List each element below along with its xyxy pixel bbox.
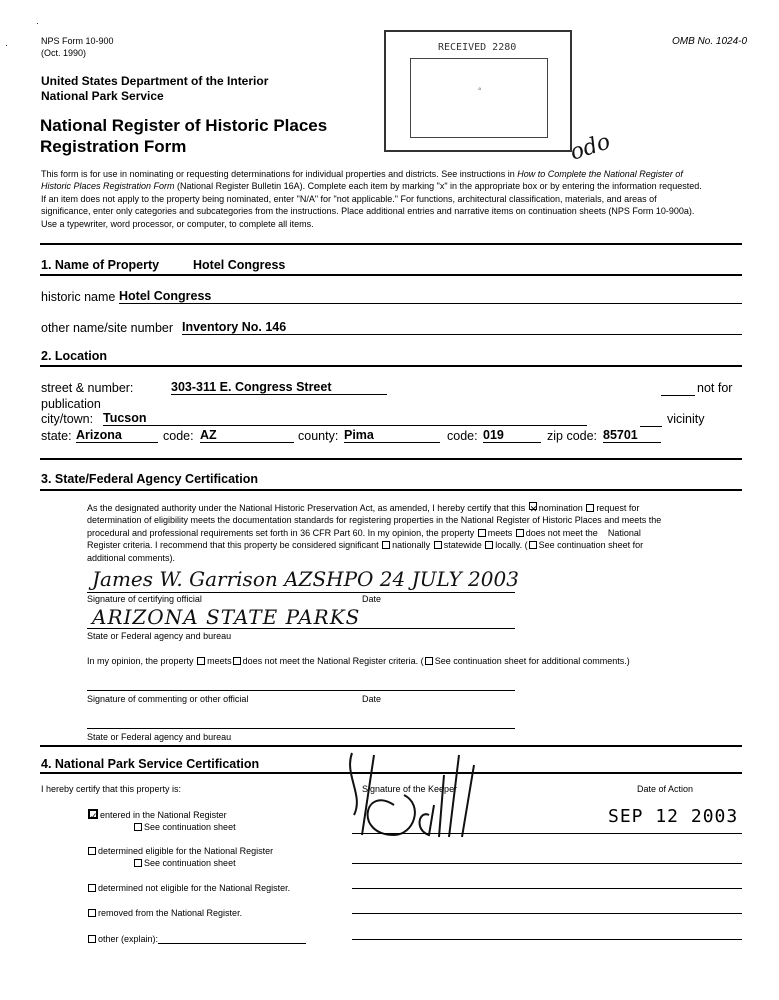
state-code-label: code: bbox=[163, 429, 194, 443]
signature-label: Signature of certifying official bbox=[87, 594, 202, 604]
section4-heading: 4. National Park Service Certification bbox=[41, 757, 260, 771]
keeper-signature-label: Signature of the Keeper bbox=[362, 784, 458, 794]
eligible-row bbox=[87, 846, 273, 856]
not-eligible-checkbox[interactable] bbox=[88, 884, 96, 892]
historic-name-value: Hotel Congress bbox=[119, 289, 212, 303]
agency-handwriting: ARIZONA STATE PARKS bbox=[92, 605, 361, 629]
street-value: 303-311 E. Congress Street bbox=[171, 380, 332, 394]
entered-row bbox=[87, 809, 227, 820]
cert-text: See continuation sheet for bbox=[538, 540, 644, 551]
section-divider bbox=[40, 243, 742, 245]
instructions-text: (National Register Bulletin 16A). Complete each item by marking "x" in the appropriate box or by entering the information requested. bbox=[174, 181, 702, 192]
vicinity-label: vicinity bbox=[667, 412, 705, 426]
cert-text: locally. ( bbox=[495, 540, 528, 551]
section-divider bbox=[40, 274, 742, 276]
date-of-action-label: Date of Action bbox=[637, 784, 694, 794]
stamp-text: RECEIVED 2280 bbox=[438, 42, 517, 53]
stamp-inner-box bbox=[410, 58, 548, 138]
opinion-meets-checkbox[interactable] bbox=[197, 657, 205, 665]
form-date: (Oct. 1990) bbox=[41, 48, 87, 58]
instructions-text: significance, enter only categories and subcategories from the instructions. Place additional entries and narrative items on continuation sheets (NPS Form 10-900a). bbox=[41, 206, 695, 217]
cert-text: determination of eligibility meets the documentation standards for registering properties in the National Register of Historic Places and meets the bbox=[87, 515, 662, 526]
margin-mark: · bbox=[36, 18, 39, 28]
opinion-continuation-checkbox[interactable] bbox=[425, 657, 433, 665]
section1-heading: 1. Name of Property bbox=[41, 258, 160, 272]
cert-text: does not meet the bbox=[525, 527, 598, 538]
other-explain-line[interactable] bbox=[158, 943, 306, 944]
not-for-publication-blank bbox=[661, 395, 695, 396]
instructions-text: If an item does not apply to the property being nominated, enter "N/A" for "not applicable." For functions, architectural classification, materials, and areas of bbox=[41, 193, 657, 204]
does-not-meet-checkbox[interactable] bbox=[516, 529, 524, 537]
state-field bbox=[76, 428, 158, 443]
county-label: county: bbox=[298, 429, 339, 443]
see-continuation-checkbox[interactable] bbox=[529, 541, 537, 549]
form-title-line2: Registration Form bbox=[40, 137, 187, 156]
omb-number: OMB No. 1024-0 bbox=[672, 36, 748, 47]
entered-checkbox[interactable]: ✓ bbox=[90, 811, 98, 821]
not-eligible-label: determined not eligible for the National Register. bbox=[98, 883, 291, 893]
eligible-continuation-checkbox[interactable] bbox=[134, 859, 142, 867]
opinion-text-part: does not meet the National Register criteria. ( bbox=[242, 656, 424, 666]
keeper-signature-scribble bbox=[334, 745, 494, 845]
publication-label: publication bbox=[41, 397, 101, 411]
cert-text: request for bbox=[596, 503, 640, 513]
instructions-italic: How to Complete the National Register of bbox=[517, 169, 683, 179]
county-code-label: code: bbox=[447, 429, 478, 443]
instructions-text: This form is for use in nominating or requesting determinations for individual properties and districts. See instructions in bbox=[41, 169, 518, 179]
removed-checkbox[interactable] bbox=[88, 909, 96, 917]
cert-text: procedural and professional requirements set forth in 36 CFR Part 60. In my opinion, the property bbox=[87, 527, 475, 538]
nomination-checkbox[interactable]: ✕ bbox=[529, 504, 538, 514]
state-value: Arizona bbox=[76, 428, 122, 442]
other-name-label: other name/site number bbox=[41, 321, 174, 335]
eligible-checkbox[interactable] bbox=[88, 847, 96, 855]
county-value: Pima bbox=[344, 428, 374, 442]
cert-text: nomination bbox=[538, 503, 583, 513]
service-name: National Park Service bbox=[41, 89, 164, 103]
date-of-action-value: SEP 12 2003 bbox=[608, 806, 739, 827]
signature-line bbox=[87, 592, 515, 593]
opinion-text-part: meets bbox=[207, 656, 232, 666]
zip-label: zip code: bbox=[547, 429, 598, 443]
nationally-checkbox[interactable] bbox=[382, 541, 390, 549]
other-row bbox=[87, 934, 158, 944]
comment-signature-line bbox=[87, 690, 515, 691]
other-checkbox[interactable] bbox=[88, 935, 96, 943]
certifying-signature-handwriting: James W. Garrison AZSHPO 24 JULY 2003 bbox=[92, 567, 519, 591]
margin-mark: · bbox=[5, 40, 8, 50]
received-stamp bbox=[384, 30, 572, 152]
instructions bbox=[41, 168, 751, 230]
department-name: United States Department of the Interior bbox=[41, 74, 269, 88]
comment-agency-label: State or Federal agency and bureau bbox=[87, 732, 232, 742]
entered-continuation bbox=[133, 822, 236, 832]
section1-heading-value: Hotel Congress bbox=[193, 258, 286, 272]
county-code-value: 019 bbox=[483, 428, 504, 442]
county-field bbox=[344, 428, 440, 443]
not-eligible-row bbox=[87, 883, 290, 893]
removed-signature-line bbox=[352, 913, 742, 914]
eligible-continuation-label: See continuation sheet bbox=[144, 858, 236, 868]
cert-text: statewide bbox=[443, 540, 482, 551]
removed-label: removed from the National Register. bbox=[98, 908, 243, 918]
meets-checkbox[interactable] bbox=[478, 529, 486, 537]
street-label: street & number: bbox=[41, 381, 134, 395]
street-field bbox=[171, 380, 387, 395]
zip-field bbox=[603, 428, 661, 443]
state-label: state: bbox=[41, 429, 72, 443]
opinion-text bbox=[87, 656, 630, 666]
other-name-field bbox=[182, 320, 742, 335]
not-eligible-signature-line bbox=[352, 888, 742, 889]
opinion-text-part: See continuation sheet for additional comments.) bbox=[434, 656, 630, 666]
comment-agency-line bbox=[87, 728, 515, 729]
cert-text: meets bbox=[487, 527, 513, 538]
entered-label: entered in the National Register bbox=[100, 810, 227, 820]
section2-heading: 2. Location bbox=[41, 349, 107, 363]
entered-continuation-checkbox[interactable] bbox=[134, 823, 142, 831]
agency-label: State or Federal agency and bureau bbox=[87, 631, 232, 641]
certify-text: I hereby certify that this property is: bbox=[41, 784, 182, 794]
agency-line bbox=[87, 628, 515, 629]
locally-checkbox[interactable] bbox=[485, 541, 493, 549]
statewide-checkbox[interactable] bbox=[434, 541, 442, 549]
certification-text bbox=[87, 502, 757, 564]
cert-text: additional comments). bbox=[87, 552, 176, 563]
entered-continuation-label: See continuation sheet bbox=[144, 822, 236, 832]
historic-name-label: historic name bbox=[41, 290, 116, 304]
instructions-italic: Historic Places Registration Form bbox=[41, 181, 175, 192]
county-code-field bbox=[483, 428, 541, 443]
keeper-signature-text bbox=[356, 806, 359, 807]
historic-name-field bbox=[119, 289, 742, 304]
vicinity-blank bbox=[640, 426, 662, 427]
other-name-value: Inventory No. 146 bbox=[182, 320, 287, 334]
comment-signature-label: Signature of commenting or other official bbox=[87, 694, 249, 704]
form-title-line1: National Register of Historic Places bbox=[40, 116, 328, 135]
handwritten-mark: odo bbox=[567, 129, 614, 166]
date-label: Date bbox=[362, 594, 382, 604]
other-label: other (explain): bbox=[98, 934, 159, 944]
removed-row bbox=[87, 908, 242, 918]
eligible-signature-line bbox=[352, 863, 742, 864]
zip-value: 85701 bbox=[603, 428, 638, 442]
section-divider bbox=[40, 365, 742, 367]
comment-date-label: Date bbox=[362, 694, 382, 704]
cert-text: Register criteria. I recommend that this property be considered significant bbox=[87, 540, 379, 551]
state-code-field bbox=[200, 428, 294, 443]
state-code-value: AZ bbox=[200, 428, 217, 442]
section-divider bbox=[40, 458, 742, 460]
other-signature-line bbox=[352, 939, 742, 940]
city-field bbox=[103, 411, 587, 426]
cert-text: National bbox=[607, 527, 641, 538]
section-divider bbox=[40, 489, 742, 491]
instructions-text: Use a typewriter, word processor, or computer, to complete all items. bbox=[41, 218, 314, 229]
eligible-continuation bbox=[133, 858, 236, 868]
city-label: city/town: bbox=[41, 412, 94, 426]
cert-text: nationally bbox=[392, 540, 431, 551]
request-checkbox[interactable] bbox=[586, 504, 594, 512]
form-number: NPS Form 10-900 bbox=[41, 36, 114, 46]
not-for-label: not for bbox=[697, 381, 733, 395]
entered-signature-line bbox=[352, 833, 742, 834]
city-value: Tucson bbox=[103, 411, 147, 425]
section3-heading: 3. State/Federal Agency Certification bbox=[41, 472, 258, 486]
cert-text: As the designated authority under the National Historic Preservation Act, as amended, I hereby certify that this bbox=[87, 503, 526, 513]
stamp-mark: ◦ bbox=[478, 84, 482, 95]
opinion-text-part: In my opinion, the property bbox=[87, 656, 194, 666]
opinion-does-not-meet-checkbox[interactable] bbox=[233, 657, 241, 665]
eligible-label: determined eligible for the National Register bbox=[98, 846, 274, 856]
